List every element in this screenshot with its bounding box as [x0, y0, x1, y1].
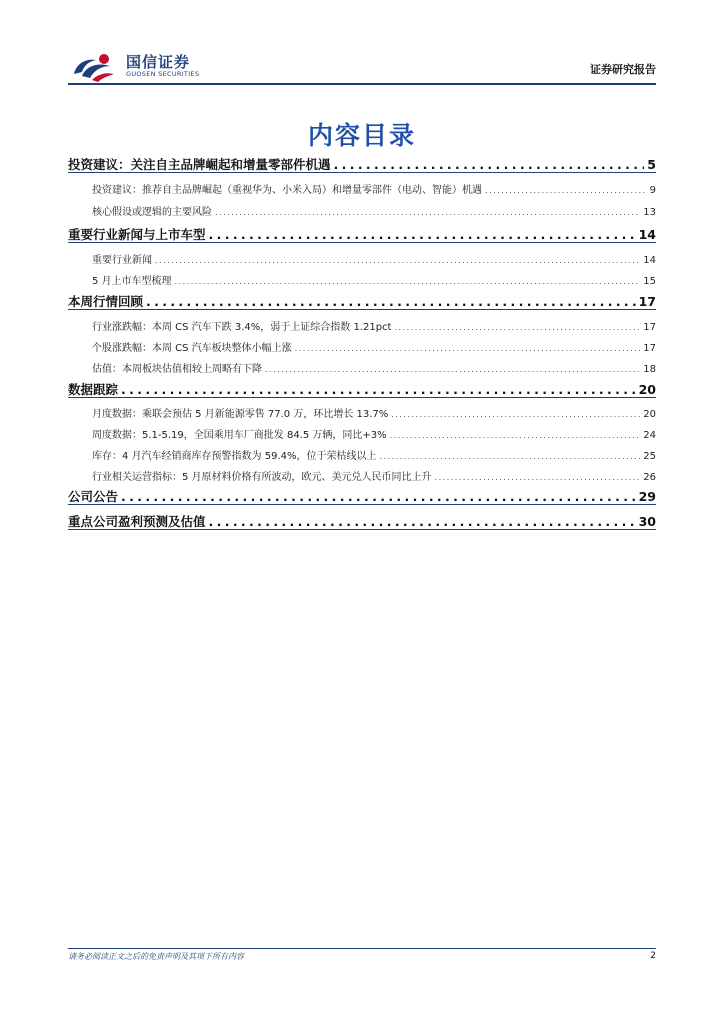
header-divider: [68, 83, 656, 85]
report-type-label: 证券研究报告: [590, 63, 656, 76]
toc-subsection-3-1[interactable]: [92, 318, 656, 333]
toc-section-2[interactable]: [68, 225, 656, 243]
toc-page-number: 13: [643, 207, 656, 218]
guosen-logo: [68, 50, 218, 84]
toc-page-number: 29: [638, 489, 656, 504]
section-divider: [68, 529, 656, 530]
toc-subsection-title: 行业相关运营指标：5 月原材料价格有所波动，欧元、美元兑人民币同比上升: [92, 472, 432, 483]
toc-subsection-1-1[interactable]: [92, 181, 656, 196]
toc-section-5[interactable]: [68, 487, 656, 505]
toc-subsection-title: 月度数据：乘联会预估 5 月新能源零售 77.0 万，环比增长 13.7%: [92, 409, 389, 420]
toc-subsection-title: 重要行业新闻: [92, 255, 152, 266]
page-number: 2: [650, 951, 656, 961]
toc-section-title: 本周行情回顾: [68, 294, 144, 309]
toc-section-6[interactable]: [68, 512, 656, 530]
toc-subsection-title: 个股涨跌幅：本周 CS 汽车板块整体小幅上涨: [92, 343, 292, 354]
toc-subsection-2-1[interactable]: [92, 251, 656, 266]
toc-title: 内容目录: [307, 121, 416, 150]
toc-subsection-title: 周度数据：5.1-5.19，全国乘用车厂商批发 84.5 万辆，同比+3%: [92, 430, 387, 441]
toc-section-title: 投资建议：关注自主品牌崛起和增量零部件机遇: [68, 157, 331, 172]
toc-page-number: 24: [643, 430, 656, 441]
toc-page-number: 15: [643, 276, 656, 287]
dot-leader: [209, 514, 636, 529]
dot-leader: [265, 365, 640, 374]
page-header: [68, 50, 656, 84]
guosen-logo-icon: [70, 52, 116, 82]
dot-leader: [121, 382, 636, 397]
toc-page-number: 20: [638, 382, 656, 397]
dot-leader: [295, 344, 641, 353]
dot-leader: [175, 277, 641, 286]
toc-subsection-title: 行业涨跌幅：本周 CS 汽车下跌 3.4%，弱于上证综合指数 1.21pct: [92, 322, 392, 333]
section-divider: [68, 309, 656, 310]
dot-leader: [380, 452, 641, 461]
toc-subsection-2-2[interactable]: [92, 272, 656, 287]
dot-leader: [435, 473, 641, 482]
section-divider: [68, 504, 656, 505]
toc-subsection-4-4[interactable]: [92, 468, 656, 483]
dot-leader: [334, 157, 645, 172]
section-divider: [68, 242, 656, 243]
toc-page-number: 26: [643, 472, 656, 483]
toc-subsection-title: 库存：4 月汽车经销商库存预警指数为 59.4%，位于荣枯线以上: [92, 451, 377, 462]
toc-page-number: 17: [643, 322, 656, 333]
logo-chinese-text: 国信证券: [126, 53, 191, 71]
toc-subsection-title: 核心假设或逻辑的主要风险: [92, 207, 212, 218]
dot-leader: [121, 489, 636, 504]
dot-leader: [209, 227, 636, 242]
toc-section-title: 重点公司盈利预测及估值: [68, 514, 206, 529]
logo-english-text: GUOSEN SECURITIES: [126, 70, 200, 78]
footer-divider: [68, 948, 656, 949]
dot-leader: [394, 323, 640, 332]
toc-subsection-4-1[interactable]: [92, 405, 656, 420]
toc-section-4[interactable]: [68, 380, 656, 398]
toc-subsection-3-3[interactable]: [92, 360, 656, 375]
toc-page-number: 30: [638, 514, 656, 529]
toc-page-number: 17: [643, 343, 656, 354]
toc-page-number: 14: [638, 227, 656, 242]
toc-page-number: 9: [649, 185, 656, 196]
dot-leader: [391, 410, 640, 419]
toc-page-number: 25: [643, 451, 656, 462]
toc-page-number: 14: [643, 255, 656, 266]
toc-page-number: 20: [643, 409, 656, 420]
toc-subsection-4-3[interactable]: [92, 447, 656, 462]
toc-section-title: 重要行业新闻与上市车型: [68, 227, 206, 242]
dot-leader: [390, 431, 641, 440]
toc-section-title: 数据跟踪: [68, 382, 119, 397]
section-divider: [68, 397, 656, 398]
dot-leader: [485, 186, 647, 195]
toc-subsection-title: 5 月上市车型梳理: [92, 276, 172, 287]
dot-leader: [155, 256, 640, 265]
toc-subsection-title: 投资建议：推荐自主品牌崛起（重视华为、小米入局）和增量零部件（电动、智能）机遇: [92, 185, 482, 196]
toc-page-number: 17: [638, 294, 656, 309]
toc-page-number: 18: [643, 364, 656, 375]
dot-leader: [215, 208, 640, 217]
disclaimer-note: 请务必阅读正文之后的免责声明及其项下所有内容: [68, 952, 244, 961]
toc-section-title: 公司公告: [68, 489, 119, 504]
section-divider: [68, 172, 656, 173]
toc-section-3[interactable]: [68, 292, 656, 310]
dot-leader: [146, 294, 636, 309]
toc-subsection-4-2[interactable]: [92, 426, 656, 441]
toc-subsection-3-2[interactable]: [92, 339, 656, 354]
toc-page-number: 5: [647, 157, 656, 172]
toc-section-1[interactable]: [68, 155, 656, 173]
toc-subsection-title: 估值：本周板块估值相较上周略有下降: [92, 364, 262, 375]
toc-subsection-1-2[interactable]: [92, 203, 656, 218]
